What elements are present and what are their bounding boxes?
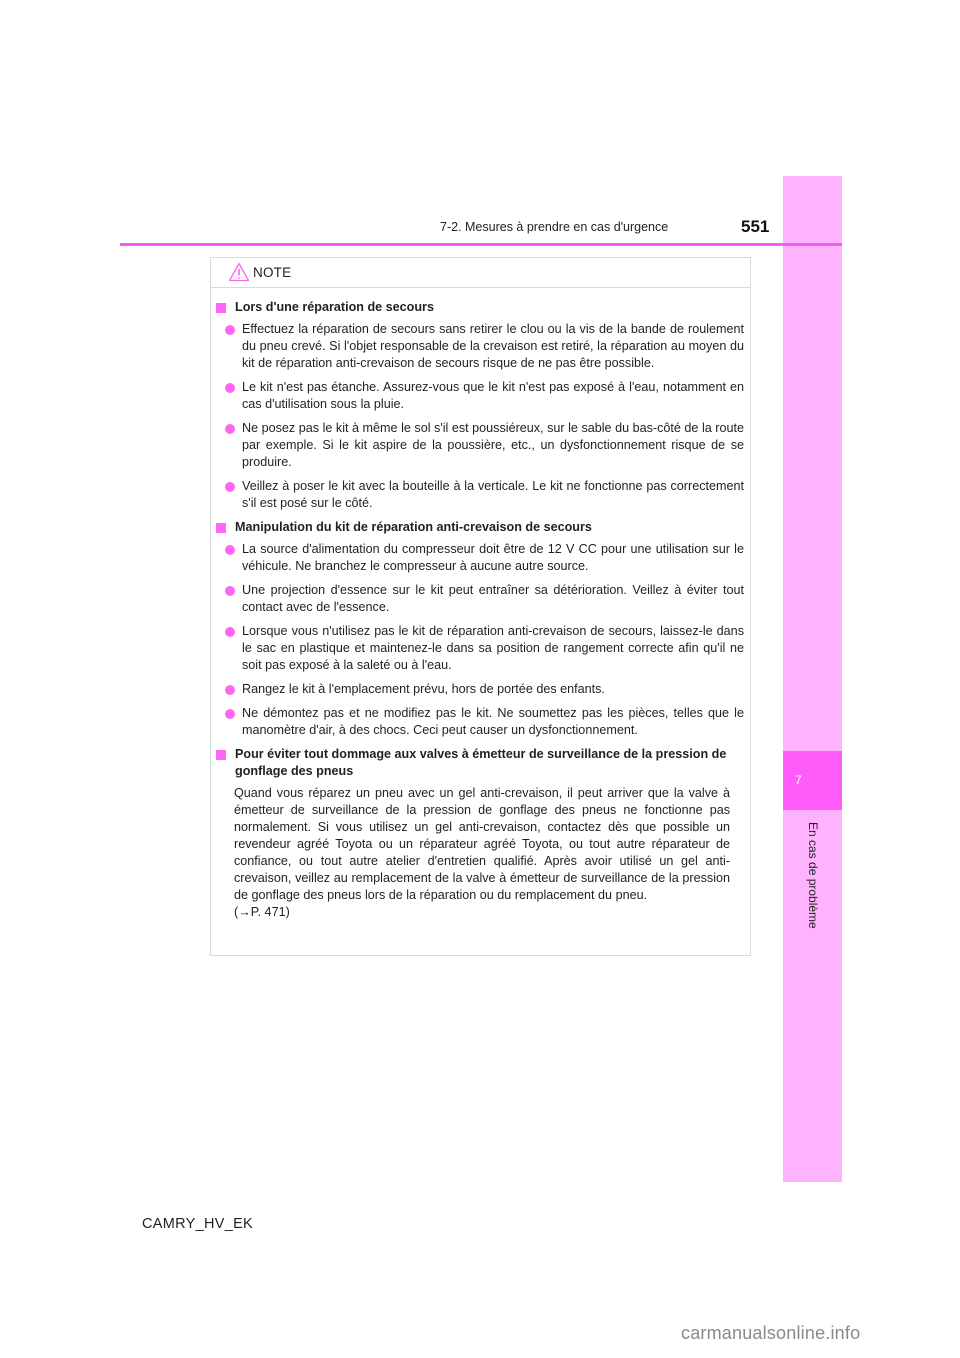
bullet-item: Le kit n'est pas étanche. Assurez-vous que le kit n'est pas exposé à l'eau, notamment en cas d'utilisation sous la pluie. [225,379,744,413]
bullet-item: Une projection d'essence sur le kit peut entraîner sa détérioration. Veillez à éviter tout contact avec de l'essence. [225,582,744,616]
bullet-item: La source d'alimentation du compresseur doit être de 12 V CC pour une utilisation sur le véhicule. Ne branchez le compresseur à aucune autre source. [225,541,744,575]
note-header [211,258,750,288]
paragraph-text: Quand vous réparez un pneu avec un gel anti-crevaison, il peut arriver que la valve à émetteur de surveillance de la pression de gonflage des pneus ne fonctionne pas normalement. Si vous utilisez un gel anti-crevaison, contactez dès que possible un revendeur agréé Toyota ou un réparateur agréé Toyota, ou tout autre réparateur de confiance, ou tout autre atelier d'entretien qualifié. Après avoir utilisé un gel anti-crevaison, veillez au remplacement de la valve à émetteur de surveillance de la pression de gonflage des pneus lors de la réparation ou du remplacement du pneu. [234,786,730,902]
section-title: 7-2. Mesures à prendre en cas d'urgence [440,220,669,234]
watermark: carmanualsonline.info [681,1323,861,1343]
note-body [211,299,750,921]
bullet-item: Effectuez la réparation de secours sans retirer le clou ou la vis de la bande de roulement du pneu crevé. Si l'objet responsable de la crevaison est retiré, la réparation au moyen du kit de réparation anti-crevaison de secours risque de ne pas être possible. [225,321,744,372]
bullet-item: Ne démontez pas et ne modifiez pas le kit. Ne soumettez pas les pièces, telles que le manomètre d'air, à des chocs. Ceci peut causer un dysfonctionnement. [225,705,744,739]
section-heading: Lors d'une réparation de secours [216,299,750,316]
warning-triangle-icon [228,262,250,282]
bullet-item: Ne posez pas le kit à même le sol s'il est poussiéreux, sur le sable du bas-côté de la route par exemple. Si le kit aspire de la poussière, etc., un dysfonctionnement risque de se produire. [225,420,744,471]
model-code: CAMRY_HV_EK [142,1216,254,1232]
bullet-item: Lorsque vous n'utilisez pas le kit de réparation anti-crevaison de secours, laissez-le dans le sac en plastique et maintenez-le dans sa position de rangement correcte afin qu'il ne soit pas exposé à la saleté ou à l'eau. [225,623,744,674]
section-heading: Manipulation du kit de réparation anti-crevaison de secours [216,519,750,536]
chapter-label: En cas de problème [806,822,820,929]
bullet-item: Veillez à poser le kit avec la bouteille à la verticale. Le kit ne fonctionne pas correctement s'il est posé sur le côté. [225,478,744,512]
chapter-label-tab [783,822,842,992]
note-label: NOTE [253,265,292,280]
page-reference-link[interactable]: (→P. 471) [234,905,290,919]
section-heading: Pour éviter tout dommage aux valves à émetteur de surveillance de la pression de gonflage des pneus [216,746,750,780]
note-box [210,257,751,956]
chapter-number-tab[interactable] [783,751,842,810]
bullet-item: Rangez le kit à l'emplacement prévu, hors de portée des enfants. [225,681,744,698]
section-paragraph [234,785,730,921]
header-divider [120,243,842,246]
page-number: 551 [741,217,770,236]
chapter-number: 7 [795,773,802,787]
chapter-side-tab [783,176,842,1182]
